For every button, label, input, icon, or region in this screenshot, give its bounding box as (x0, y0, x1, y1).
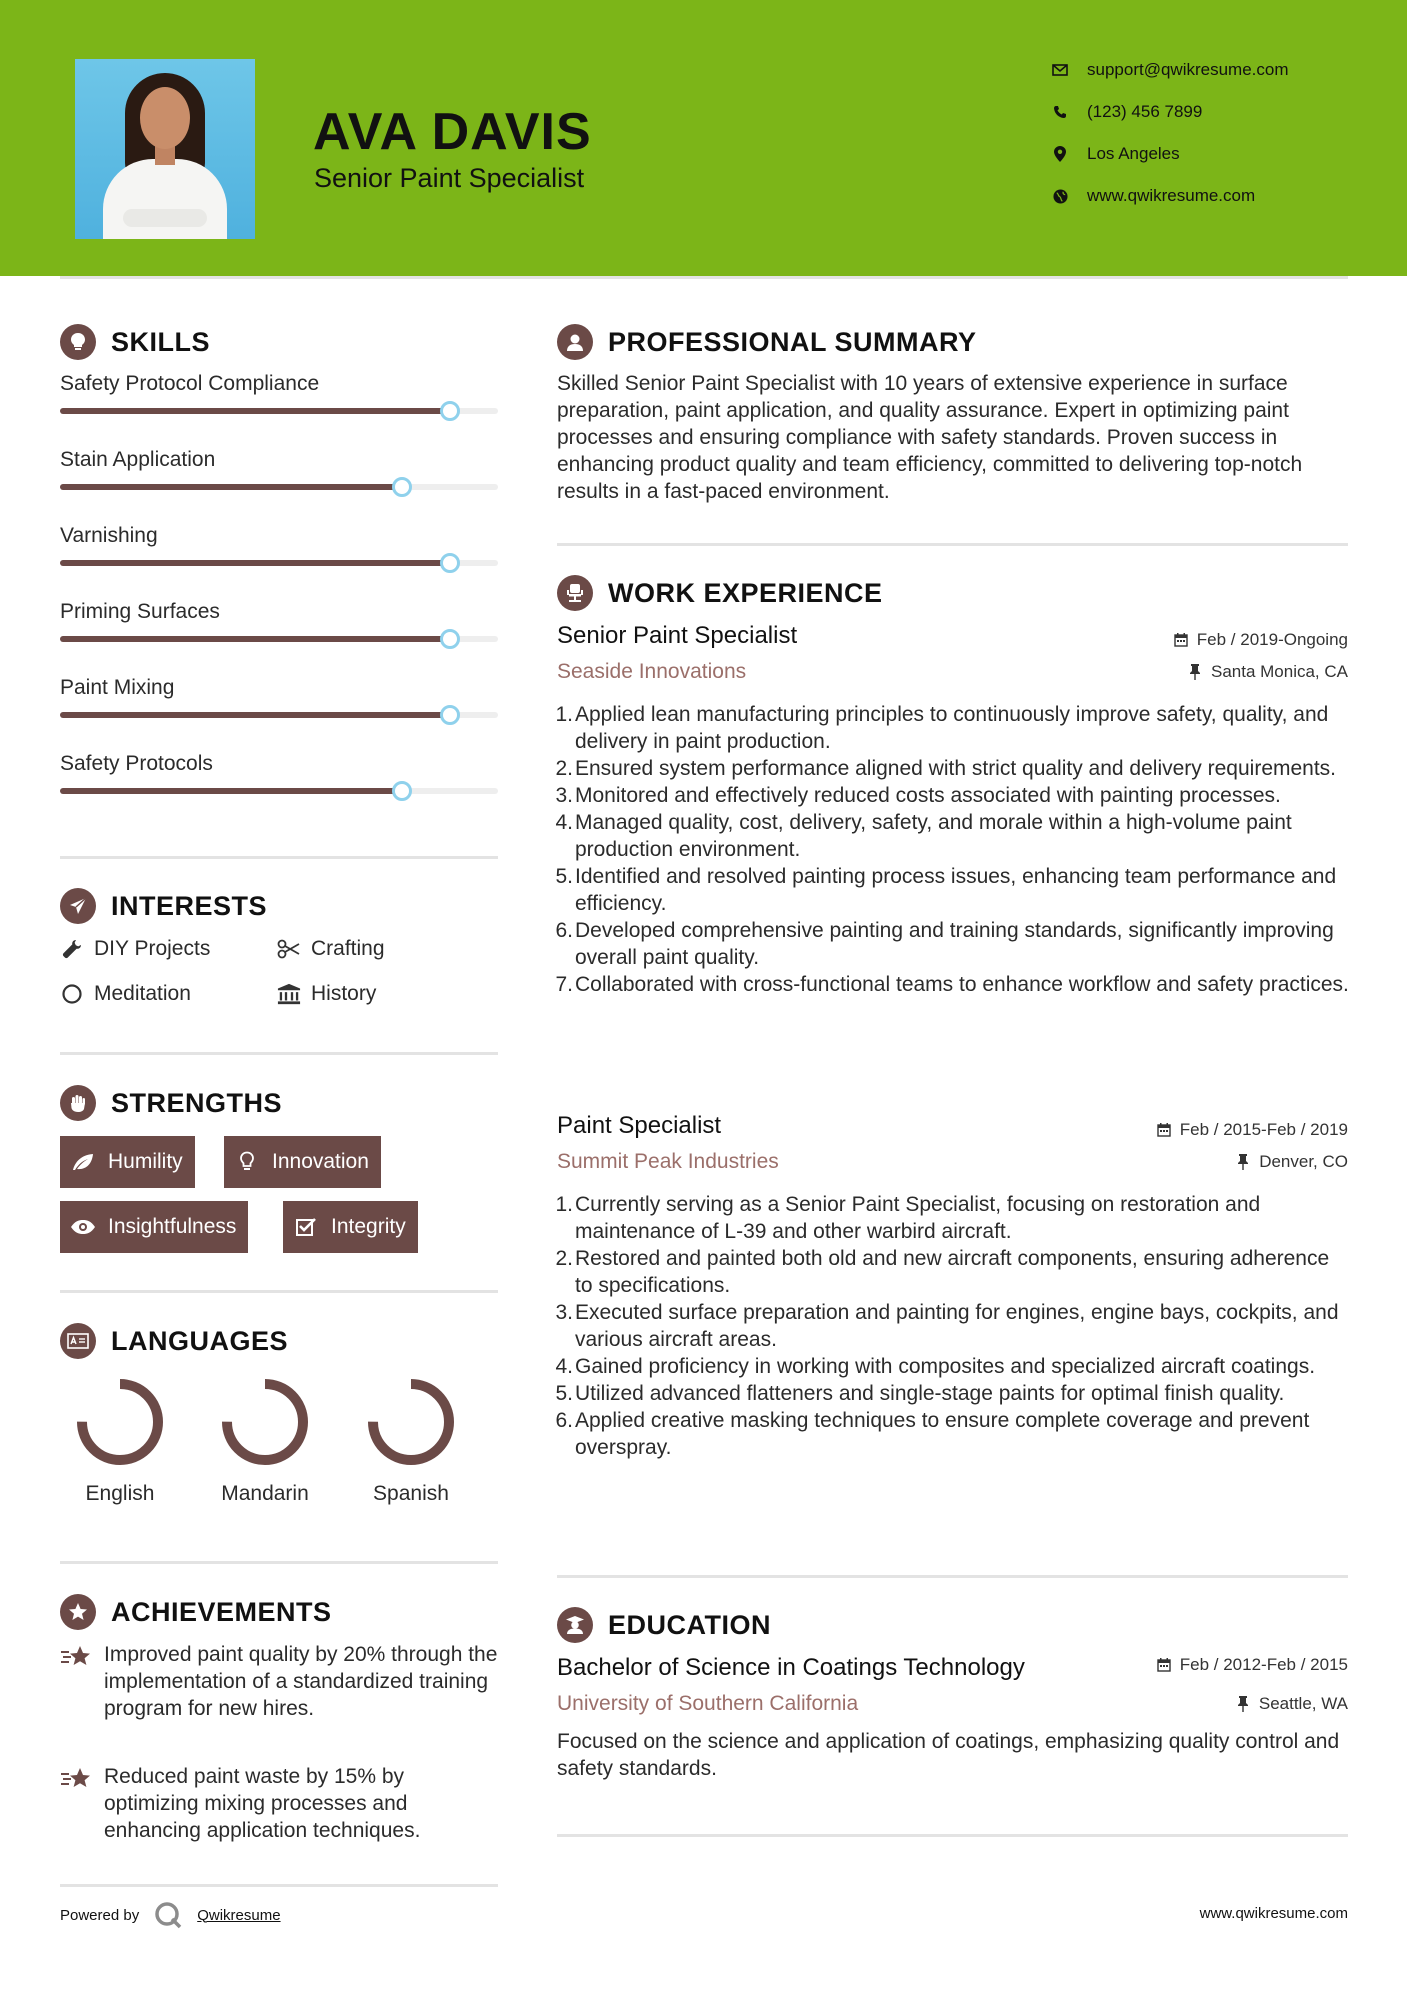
interests-title: INTERESTS (111, 890, 268, 921)
calendar-icon (1173, 632, 1189, 648)
job-dates (1156, 1120, 1348, 1140)
language-label: Spanish (373, 1482, 449, 1505)
language-card-icon (60, 1323, 96, 1359)
contact-website-text: www.qwikresume.com (1087, 186, 1256, 205)
phone-icon (1050, 102, 1070, 122)
language-ring (217, 1374, 313, 1470)
strength-label: Innovation (272, 1150, 369, 1173)
pushpin-icon (1235, 1696, 1251, 1712)
skill-bar-fill (60, 560, 450, 566)
skill-bar-track (60, 408, 498, 414)
job-company: Seaside Innovations (557, 660, 747, 683)
contact-phone[interactable] (1050, 100, 1370, 124)
star-badge-icon (60, 1594, 96, 1630)
job-bullets (557, 701, 1352, 998)
job-bullet-text: Collaborated with cross-functional teams to enhance workflow and safety practices. (575, 973, 1349, 996)
contact-phone-text: (123) 456 7899 (1087, 102, 1203, 121)
strength-badge (60, 1136, 195, 1188)
experience-title: WORK EXPERIENCE (608, 577, 883, 608)
job-bullet-text: Monitored and effectively reduced costs associated with painting processes. (575, 784, 1281, 807)
languages-heading (60, 1321, 288, 1361)
achievement-text: Reduced paint waste by 15% by optimizing mixing processes and enhancing application techniques. (104, 1765, 421, 1842)
education-location-text: Seattle, WA (1258, 1694, 1348, 1713)
language-ring (363, 1374, 459, 1470)
powered-by (60, 1900, 281, 1930)
eye-icon (70, 1214, 96, 1240)
job-bullet: 7. Collaborated with cross-functional teams to enhance workflow and safety practices. (555, 973, 1349, 996)
job-location (1187, 662, 1348, 682)
interest-label: History (311, 982, 377, 1005)
strength-label: Integrity (331, 1215, 406, 1238)
contact-website[interactable] (1050, 184, 1370, 208)
summary-title: PROFESSIONAL SUMMARY (608, 326, 977, 357)
job-bullet: 1. Applied lean manufacturing principles to continuously improve safety, quality, and delivery in paint production. (555, 703, 1329, 753)
interest-label: DIY Projects (94, 937, 211, 960)
school-name: University of Southern California (557, 1692, 859, 1715)
strength-badge (224, 1136, 381, 1188)
skill-item (60, 448, 498, 472)
job-bullet-text: Utilized advanced flatteners and single-stage paints for optimal finish quality. (575, 1382, 1285, 1405)
job-bullet-text: Developed comprehensive painting and training standards, significantly improving overall paint quality. (575, 919, 1334, 969)
job-bullet-text: Restored and painted both old and new aircraft components, ensuring adherence to specifications. (575, 1247, 1330, 1297)
skill-bar-knob (440, 553, 460, 573)
interests-heading (60, 886, 267, 926)
section-divider (557, 543, 1348, 546)
interest-item (277, 980, 376, 1008)
job-dates-text: Feb / 2015-Feb / 2019 (1179, 1120, 1348, 1139)
skill-item (60, 524, 498, 548)
language-ring (72, 1374, 168, 1470)
job-bullet-text: Executed surface preparation and painting for engines, engine bays, cockpits, and various aircraft areas. (575, 1301, 1339, 1351)
user-icon (557, 324, 593, 360)
job-dates-text: Feb / 2019-Ongoing (1196, 630, 1348, 649)
skill-bar-track (60, 484, 498, 490)
qwikresume-logo-icon (153, 1900, 183, 1930)
interest-label: Meditation (94, 982, 191, 1005)
globe-icon (1050, 186, 1070, 206)
candidate-name: AVA DAVIS (313, 103, 592, 161)
job-title: Paint Specialist (557, 1112, 722, 1139)
language-label: Mandarin (221, 1482, 309, 1505)
job-bullet: 6. Developed comprehensive painting and training standards, significantly improving overall paint quality. (555, 919, 1334, 969)
skill-bar-knob (392, 781, 412, 801)
skill-bar-fill (60, 408, 450, 414)
map-pin-icon (1050, 144, 1070, 164)
job-bullet: 2. Ensured system performance aligned with strict quality and delivery requirements. (555, 757, 1337, 780)
scissors-icon (277, 937, 301, 961)
skill-label: Safety Protocol Compliance (60, 372, 320, 395)
skill-bar-track (60, 788, 498, 794)
job-title: Senior Paint Specialist (557, 622, 798, 649)
contact-email-text: support@qwikresume.com (1087, 60, 1289, 79)
strengths-title: STRENGTHS (111, 1087, 283, 1118)
degree-title: Bachelor of Science in Coatings Technology (557, 1654, 1025, 1681)
skill-label: Priming Surfaces (60, 600, 220, 623)
skills-heading (60, 322, 210, 362)
job-bullet: 4. Gained proficiency in working with composites and specialized aircraft coatings. (555, 1355, 1316, 1378)
skill-item (60, 372, 498, 396)
job-location-text: Denver, CO (1259, 1152, 1348, 1171)
skill-bar-knob (440, 401, 460, 421)
section-divider (557, 1575, 1348, 1578)
section-divider (557, 1834, 1348, 1837)
skill-bar-knob (440, 629, 460, 649)
strengths-heading (60, 1083, 282, 1123)
skill-item (60, 676, 498, 700)
pushpin-icon (1235, 1154, 1251, 1170)
lightbulb-icon (60, 324, 96, 360)
experience-heading (557, 573, 883, 613)
powered-by-label: Powered by (60, 1906, 140, 1924)
museum-icon (277, 982, 301, 1006)
job-bullet: 5. Identified and resolved painting process issues, enhancing team performance and efficiency. (555, 865, 1337, 915)
strength-badge (60, 1201, 248, 1253)
achievement-item (60, 1641, 500, 1722)
calendar-icon (1156, 1657, 1172, 1673)
skill-label: Paint Mixing (60, 676, 175, 699)
summary-text: Skilled Senior Paint Specialist with 10 years of extensive experience in surface preparation, paint application, and quality assurance. Expert in optimizing paint processes and ensuring compliance with safety standards. Proven success in enhancing product quality and team efficiency, committed to delivering top-notch results in a fast-paced environment. (557, 372, 1303, 503)
contact-email[interactable] (1050, 58, 1370, 82)
skills-title: SKILLS (111, 326, 211, 357)
education-dates-text: Feb / 2012-Feb / 2015 (1179, 1655, 1348, 1674)
skill-bar-track (60, 560, 498, 566)
star-icon (60, 1765, 92, 1797)
star-icon (60, 1643, 92, 1675)
section-divider (60, 1884, 498, 1887)
job-bullet-text: Gained proficiency in working with composites and specialized aircraft coatings. (575, 1355, 1316, 1378)
job-dates (1173, 630, 1348, 650)
strength-label: Humility (108, 1150, 183, 1173)
section-divider (60, 1561, 498, 1564)
skill-bar-track (60, 712, 498, 718)
job-bullet-text: Managed quality, cost, delivery, safety, and morale within a high-volume paint production environment. (575, 811, 1292, 861)
achievement-item (60, 1763, 500, 1844)
job-bullet-text: Identified and resolved painting process issues, enhancing team performance and efficiency. (575, 865, 1337, 915)
job-bullet: 3. Monitored and effectively reduced costs associated with painting processes. (555, 784, 1281, 807)
envelope-icon (1050, 60, 1070, 80)
achievements-title: ACHIEVEMENTS (111, 1596, 332, 1627)
skill-bar-knob (440, 705, 460, 725)
job-bullet: 5. Utilized advanced flatteners and single-stage paints for optimal finish quality. (555, 1382, 1285, 1405)
job-bullet: 6. Applied creative masking techniques to ensure complete coverage and prevent overspray. (555, 1409, 1310, 1459)
language-label: English (85, 1482, 155, 1505)
lightbulb-icon (234, 1149, 260, 1175)
skill-label: Varnishing (60, 524, 158, 547)
education-heading (557, 1605, 771, 1645)
achievement-text: Improved paint quality by 20% through the implementation of a standardized training program for new hires. (104, 1643, 498, 1720)
header-divider (60, 276, 1348, 279)
job-bullet: 3. Executed surface preparation and painting for engines, engine bays, cockpits, and various aircraft areas. (555, 1301, 1339, 1351)
interest-item (60, 980, 191, 1008)
graduate-icon (557, 1607, 593, 1643)
job-bullet: 2. Restored and painted both old and new aircraft components, ensuring adherence to specifications. (555, 1247, 1330, 1297)
skill-bar-fill (60, 484, 402, 490)
skill-label: Stain Application (60, 448, 216, 471)
language-item (205, 1374, 325, 1506)
strength-badge (283, 1201, 418, 1253)
languages-title: LANGUAGES (111, 1325, 289, 1356)
skill-label: Safety Protocols (60, 752, 213, 775)
language-item (60, 1374, 180, 1506)
wrench-icon (60, 937, 84, 961)
interest-item (277, 935, 385, 963)
job-bullet-text: Currently serving as a Senior Paint Specialist, focusing on restoration and maintenance of L-39 and other warbird aircraft. (575, 1193, 1261, 1243)
qwikresume-link[interactable]: Qwikresume (197, 1906, 281, 1924)
strength-label: Insightfulness (108, 1215, 237, 1238)
job-bullet-text: Applied creative masking techniques to ensure complete coverage and prevent overspray. (575, 1409, 1310, 1459)
skill-item (60, 752, 498, 776)
contact-location (1050, 142, 1370, 166)
skill-bar-fill (60, 712, 450, 718)
office-chair-icon (557, 575, 593, 611)
skill-bar-fill (60, 788, 402, 794)
section-divider (60, 1290, 498, 1293)
resume-header (0, 0, 1407, 276)
contact-location-text: Los Angeles (1087, 144, 1180, 163)
section-divider (60, 856, 498, 859)
pushpin-icon (1187, 664, 1203, 680)
interest-item (60, 935, 210, 963)
education-location (1235, 1694, 1348, 1714)
language-item (351, 1374, 471, 1506)
circle-icon (60, 982, 84, 1006)
profile-photo (75, 59, 255, 239)
job-location (1235, 1152, 1348, 1172)
education-dates (1156, 1655, 1348, 1675)
fist-icon (60, 1085, 96, 1121)
interest-label: Crafting (311, 937, 385, 960)
skill-bar-track (60, 636, 498, 642)
job-bullets (557, 1191, 1352, 1461)
job-bullet-text: Applied lean manufacturing principles to continuously improve safety, quality, and delivery in paint production. (575, 703, 1329, 753)
education-description: Focused on the science and application of coatings, emphasizing quality control and safety standards. (557, 1730, 1340, 1780)
achievements-heading (60, 1592, 332, 1632)
summary-heading (557, 322, 977, 362)
job-bullet: 1. Currently serving as a Senior Paint Specialist, focusing on restoration and maintenance of L-39 and other warbird aircraft. (555, 1193, 1261, 1243)
skill-bar-knob (392, 477, 412, 497)
footer-website[interactable]: www.qwikresume.com (1199, 1905, 1348, 1922)
candidate-role: Senior Paint Specialist (314, 163, 585, 193)
job-company: Summit Peak Industries (557, 1150, 779, 1173)
check-square-icon (293, 1214, 319, 1240)
job-bullet: 4. Managed quality, cost, delivery, safety, and morale within a high-volume paint production environment. (555, 811, 1292, 861)
leaf-icon (70, 1149, 96, 1175)
skill-item (60, 600, 498, 624)
job-bullet-text: Ensured system performance aligned with strict quality and delivery requirements. (575, 757, 1337, 780)
skill-bar-fill (60, 636, 450, 642)
paper-plane-icon (60, 888, 96, 924)
education-title: EDUCATION (608, 1609, 771, 1640)
calendar-icon (1156, 1122, 1172, 1138)
job-location-text: Santa Monica, CA (1210, 662, 1348, 681)
section-divider (60, 1052, 498, 1055)
